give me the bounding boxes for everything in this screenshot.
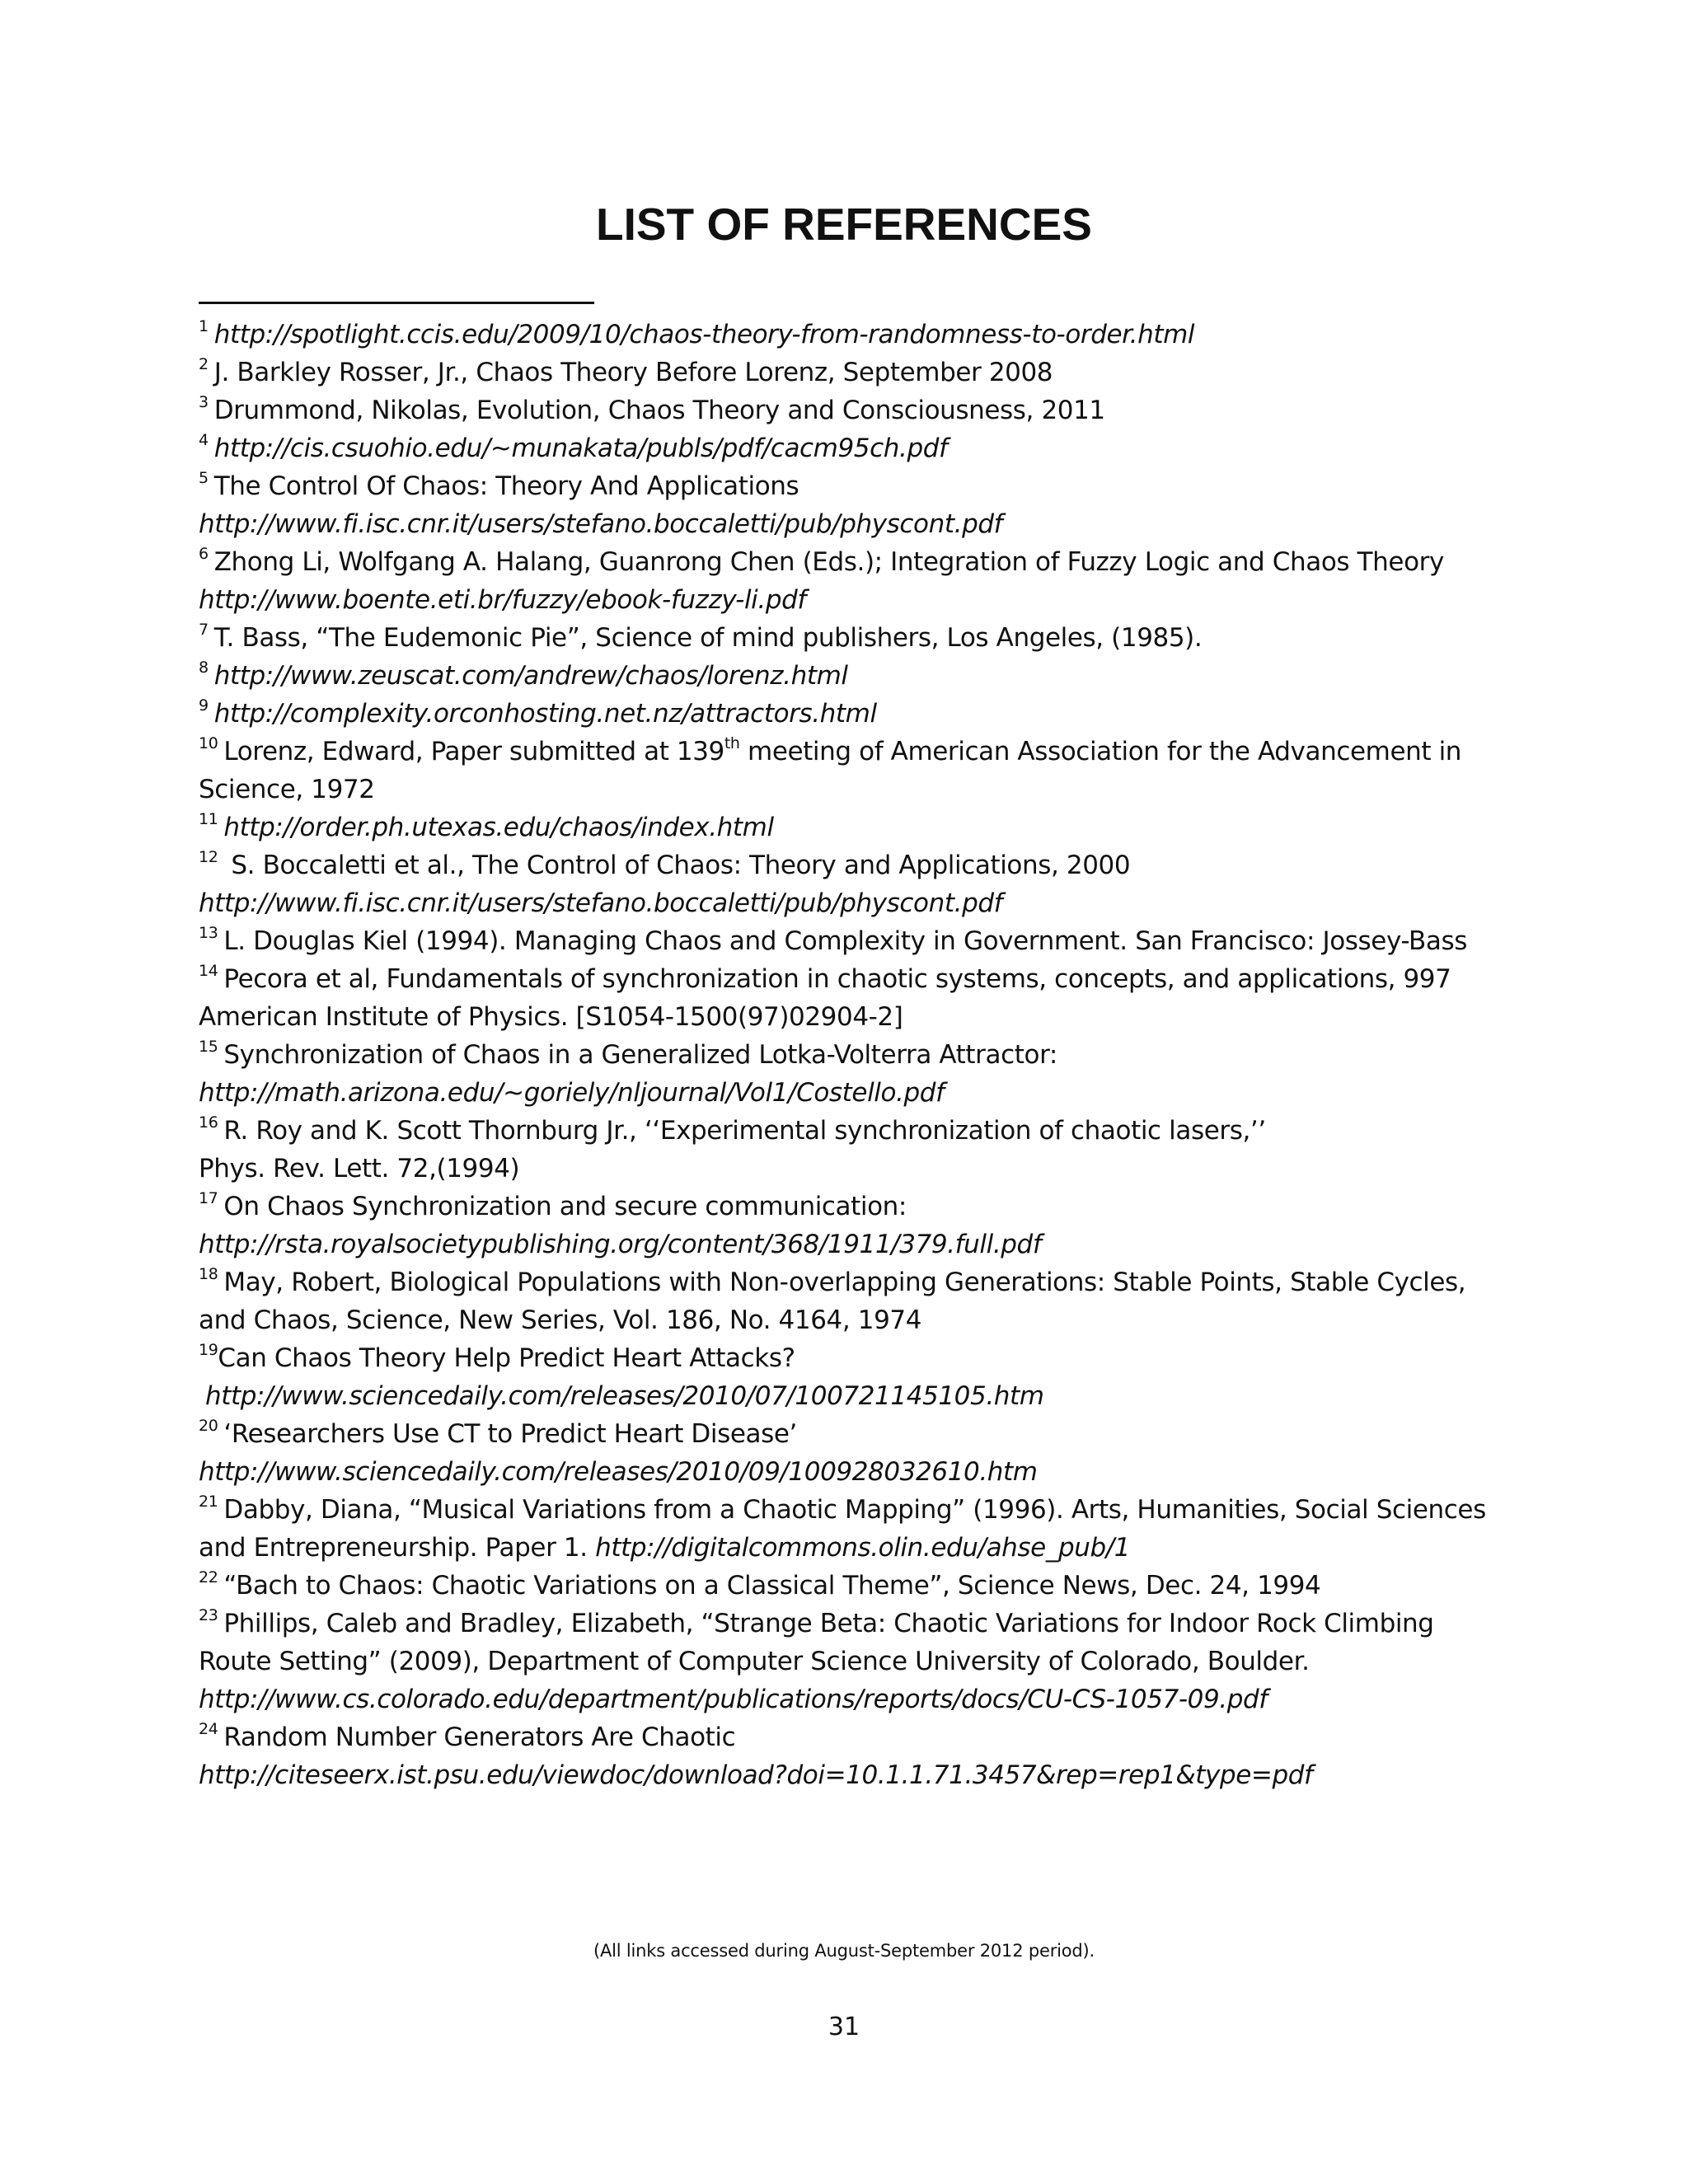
reference-text: ‘Researchers Use CT to Predict Heart Disease’ xyxy=(223,1419,797,1449)
reference-number: 7 xyxy=(199,621,209,639)
reference-24-url-line xyxy=(199,1756,1517,1794)
reference-text: Phillips, Caleb and Bradley, Elizabeth, “Strange Beta: Chaotic Variations for Indoor Rock Climbing xyxy=(223,1609,1434,1638)
reference-number: 8 xyxy=(199,658,209,677)
reference-9 xyxy=(199,695,1517,733)
reference-number: 2 xyxy=(199,355,209,373)
reference-text: Random Number Generators Are Chaotic xyxy=(223,1722,736,1752)
reference-number: 13 xyxy=(199,924,218,942)
reference-13 xyxy=(199,922,1517,960)
reference-17-url-line xyxy=(199,1226,1517,1263)
reference-number: 4 xyxy=(199,431,209,449)
reference-text: Drummond, Nikolas, Evolution, Chaos Theory and Consciousness, 2011 xyxy=(213,396,1105,425)
reference-url[interactable]: http://complexity.orconhosting.net.nz/attractors.html xyxy=(213,699,877,729)
reference-5-url-line xyxy=(199,505,1517,543)
reference-text: and Entrepreneurship. Paper 1. xyxy=(199,1533,596,1563)
reference-text: Synchronization of Chaos in a Generalized Lotka-Volterra Attractor: xyxy=(223,1040,1057,1070)
reference-number: 23 xyxy=(199,1606,218,1624)
reference-text: T. Bass, “The Eudemonic Pie”, Science of mind publishers, Los Angeles, (1985). xyxy=(213,623,1203,653)
reference-url[interactable]: http://citeseerx.ist.psu.edu/viewdoc/download?doi=10.1.1.71.3457&rep=rep1&type=pdf xyxy=(199,1760,1313,1790)
reference-6-url-line xyxy=(199,581,1517,619)
reference-number: 1 xyxy=(199,317,209,335)
reference-18 xyxy=(199,1263,1517,1301)
reference-number: 14 xyxy=(199,962,218,980)
reference-text: L. Douglas Kiel (1994). Managing Chaos and Complexity in Government. San Francisco: Jossey-Bass xyxy=(223,926,1467,956)
reference-text: The Control Of Chaos: Theory And Applications xyxy=(213,471,799,501)
reference-number: 18 xyxy=(199,1265,218,1283)
reference-10-line-2 xyxy=(199,771,1517,808)
reference-text: Zhong Li, Wolfgang A. Halang, Guanrong Chen (Eds.); Integration of Fuzzy Logic and Chaos Theory xyxy=(213,547,1444,577)
reference-text: J. Barkley Rosser, Jr., Chaos Theory Before Lorenz, September 2008 xyxy=(213,358,1053,387)
reference-url[interactable]: http://www.cs.colorado.edu/department/publications/reports/docs/CU-CS-1057-09.pdf xyxy=(199,1685,1268,1714)
reference-19 xyxy=(199,1339,1517,1377)
reference-text: R. Roy and K. Scott Thornburg Jr., ‘‘Experimental synchronization of chaotic lasers,’’ xyxy=(223,1116,1266,1146)
reference-15-url-line xyxy=(199,1074,1517,1112)
reference-url[interactable]: http://www.fi.isc.cnr.it/users/stefano.boccaletti/pub/physcont.pdf xyxy=(199,888,1003,918)
reference-16-line-2 xyxy=(199,1150,1517,1188)
reference-url[interactable]: http://www.sciencedaily.com/releases/2010/07/100721145105.htm xyxy=(205,1381,1044,1411)
reference-17 xyxy=(199,1188,1517,1226)
reference-number: 17 xyxy=(199,1189,218,1207)
reference-19-url-line xyxy=(199,1377,1517,1415)
reference-number: 24 xyxy=(199,1720,218,1738)
reference-15 xyxy=(199,1036,1517,1074)
reference-14 xyxy=(199,960,1517,998)
reference-text: “Bach to Chaos: Chaotic Variations on a Classical Theme”, Science News, Dec. 24, 1994 xyxy=(223,1571,1321,1601)
ordinal-suffix: th xyxy=(724,734,740,752)
reference-20 xyxy=(199,1415,1517,1453)
reference-url[interactable]: http://math.arizona.edu/~goriely/nljournal/Vol1/Costello.pdf xyxy=(199,1078,945,1108)
reference-url[interactable]: http://digitalcommons.olin.edu/ahse_pub/1 xyxy=(595,1533,1131,1563)
reference-url[interactable]: http://rsta.royalsocietypublishing.org/content/368/1911/379.full.pdf xyxy=(199,1230,1042,1259)
reference-12 xyxy=(199,846,1517,884)
reference-text: Science, 1972 xyxy=(199,775,375,804)
reference-16 xyxy=(199,1112,1517,1150)
reference-4 xyxy=(199,429,1517,467)
reference-text: Phys. Rev. Lett. 72,(1994) xyxy=(199,1154,520,1183)
reference-number: 16 xyxy=(199,1113,218,1132)
reference-3 xyxy=(199,391,1517,429)
reference-23 xyxy=(199,1605,1517,1643)
page-title: LIST OF REFERENCES xyxy=(596,199,1092,250)
reference-number: 9 xyxy=(199,696,209,715)
reference-21-line-2 xyxy=(199,1529,1517,1567)
reference-text: On Chaos Synchronization and secure communication: xyxy=(223,1192,907,1221)
reference-url[interactable]: http://spotlight.ccis.edu/2009/10/chaos-theory-from-randomness-to-order.html xyxy=(213,320,1195,349)
reference-number: 20 xyxy=(199,1417,218,1435)
reference-7 xyxy=(199,619,1517,657)
reference-2 xyxy=(199,354,1517,391)
reference-text: May, Robert, Biological Populations with Non-overlapping Generations: Stable Points, Stable Cycles, xyxy=(223,1268,1466,1297)
reference-number: 22 xyxy=(199,1568,218,1586)
page-number: 31 xyxy=(828,2013,860,2041)
reference-number: 3 xyxy=(199,393,209,411)
links-accessed-note: (All links accessed during August-September 2012 period). xyxy=(593,1941,1095,1961)
reference-22 xyxy=(199,1567,1517,1605)
reference-url[interactable]: http://order.ph.utexas.edu/chaos/index.html xyxy=(223,813,774,842)
reference-text: Route Setting” (2009), Department of Computer Science University of Colorado, Boulder. xyxy=(199,1647,1310,1676)
reference-text: Can Chaos Theory Help Predict Heart Attacks? xyxy=(218,1343,795,1373)
reference-url[interactable]: http://cis.csuohio.edu/~munakata/publs/pdf/cacm95ch.pdf xyxy=(213,434,948,463)
reference-1 xyxy=(199,316,1517,354)
reference-11 xyxy=(199,808,1517,846)
reference-number: 15 xyxy=(199,1038,218,1056)
reference-url[interactable]: http://www.sciencedaily.com/releases/2010/09/100928032610.htm xyxy=(199,1457,1038,1487)
reference-text: S. Boccaletti et al., The Control of Chaos: Theory and Applications, 2000 xyxy=(231,851,1131,880)
reference-url[interactable]: http://www.zeuscat.com/andrew/chaos/lorenz.html xyxy=(213,661,848,691)
reference-text-continued: meeting of American Association for the Advancement in xyxy=(739,737,1462,766)
reference-url[interactable]: http://www.boente.eti.br/fuzzy/ebook-fuzzy-li.pdf xyxy=(199,585,806,615)
reference-text: American Institute of Physics. [S1054-1500(97)02904-2] xyxy=(199,1002,903,1032)
reference-18-line-2 xyxy=(199,1301,1517,1339)
reference-21 xyxy=(199,1491,1517,1529)
reference-number: 19 xyxy=(199,1341,218,1359)
reference-14-line-2 xyxy=(199,998,1517,1036)
reference-10 xyxy=(199,733,1517,771)
reference-number: 21 xyxy=(199,1493,218,1511)
footnote-separator-rule xyxy=(199,302,594,304)
reference-6 xyxy=(199,543,1517,581)
reference-23-url-line xyxy=(199,1680,1517,1718)
reference-text: and Chaos, Science, New Series, Vol. 186, No. 4164, 1974 xyxy=(199,1305,922,1335)
reference-text: Dabby, Diana, “Musical Variations from a Chaotic Mapping” (1996). Arts, Humanities, Social Sciences xyxy=(223,1495,1486,1525)
reference-24 xyxy=(199,1718,1517,1756)
reference-number: 10 xyxy=(199,734,218,752)
reference-20-url-line xyxy=(199,1453,1517,1491)
reference-list xyxy=(199,316,1517,1794)
reference-23-line-2 xyxy=(199,1643,1517,1680)
reference-number: 5 xyxy=(199,469,209,487)
reference-text: Lorenz, Edward, Paper submitted at 139 xyxy=(223,737,724,766)
reference-12-url-line xyxy=(199,884,1517,922)
reference-number: 11 xyxy=(199,810,218,828)
reference-text: Pecora et al, Fundamentals of synchronization in chaotic systems, concepts, and applications, 997 xyxy=(223,964,1451,994)
reference-8 xyxy=(199,657,1517,695)
reference-5 xyxy=(199,467,1517,505)
reference-url[interactable]: http://www.fi.isc.cnr.it/users/stefano.boccaletti/pub/physcont.pdf xyxy=(199,509,1003,539)
reference-number: 6 xyxy=(199,545,209,563)
reference-number: 12 xyxy=(199,848,218,866)
